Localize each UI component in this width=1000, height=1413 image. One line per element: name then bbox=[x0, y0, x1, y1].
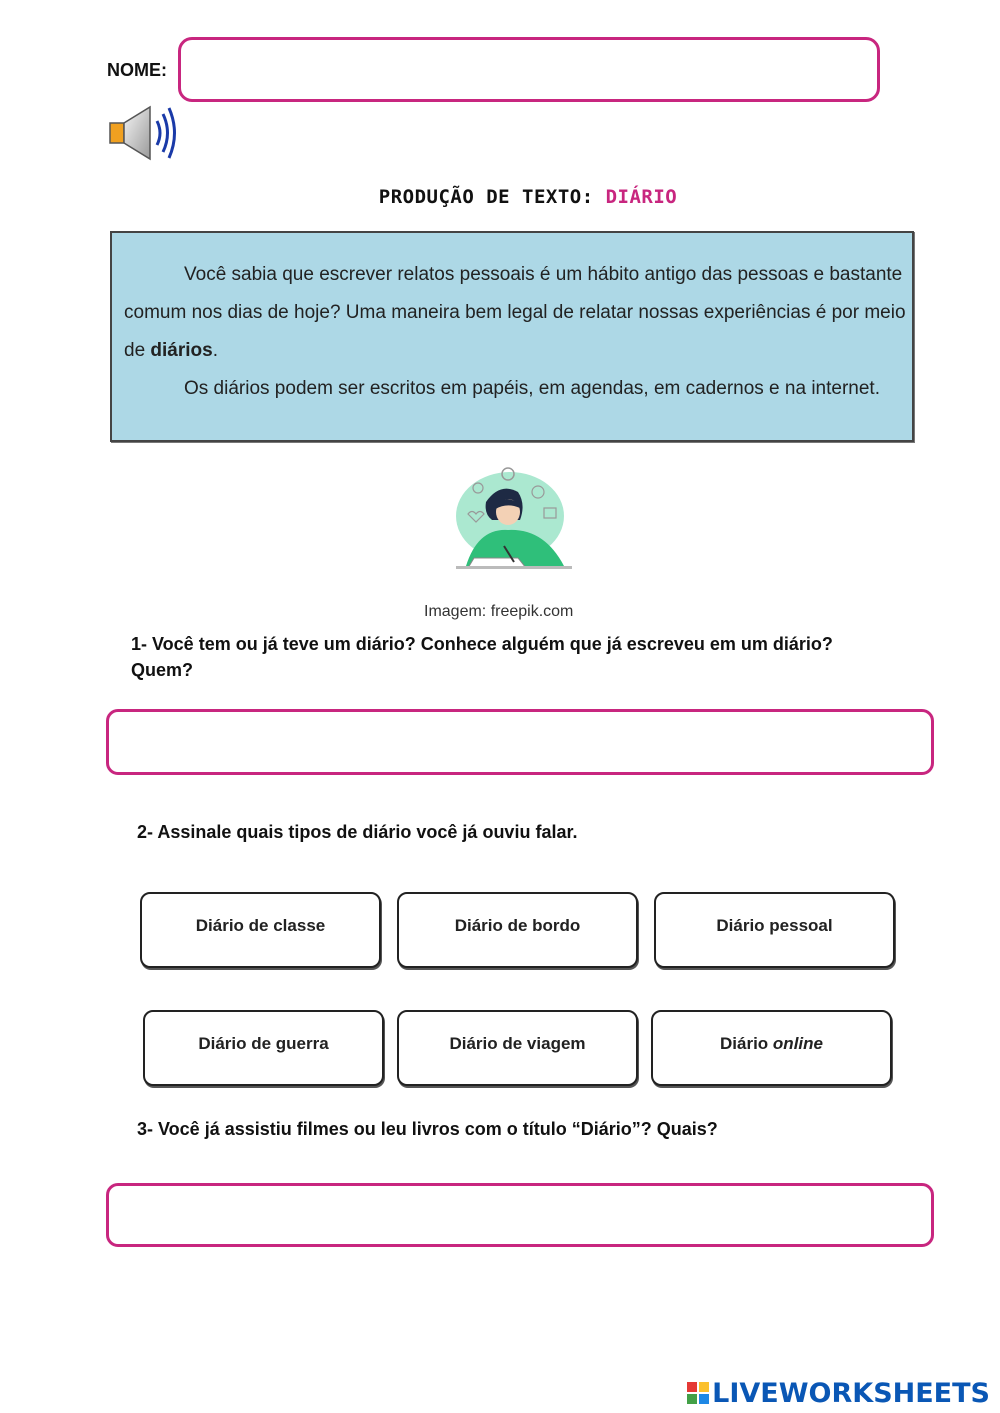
intro-line-4: Os diários podem ser escritos em papéis, em agendas, em cadernos e na internet. bbox=[184, 378, 880, 399]
question-1-line-2: Quem? bbox=[131, 660, 194, 680]
intro-line-3 bbox=[124, 340, 218, 362]
image-credit: Imagem: freepik.com bbox=[424, 603, 574, 620]
option-diario-de-guerra[interactable]: Diário de guerra bbox=[143, 1010, 384, 1086]
question-1-line-1: 1- Você tem ou já teve um diário? Conhece alguém que já escreveu em um diário? bbox=[131, 634, 833, 654]
title-prefix: PRODUÇÃO DE TEXTO: bbox=[378, 186, 606, 208]
page-title bbox=[0, 186, 1000, 208]
intro-line-3-start: de bbox=[124, 340, 151, 361]
question-3: 3- Você já assistiu filmes ou leu livros com o título “Diário”? Quais? bbox=[137, 1119, 718, 1139]
liveworksheets-brand: LIVEWORKSHEETS bbox=[712, 1377, 990, 1409]
intro-box bbox=[110, 231, 914, 442]
girl-writing-diary-illustration bbox=[448, 462, 578, 574]
intro-line-1: Você sabia que escrever relatos pessoais é um hábito antigo das pessoas e bastante bbox=[184, 264, 903, 285]
option-diario-online[interactable] bbox=[651, 1010, 892, 1086]
question-2: 2- Assinale quais tipos de diário você já ouviu falar. bbox=[137, 822, 578, 842]
speaker-icon[interactable] bbox=[106, 101, 178, 165]
title-accent: DIÁRIO bbox=[605, 186, 678, 208]
answer-1-input[interactable] bbox=[106, 709, 934, 775]
liveworksheets-icon bbox=[687, 1382, 709, 1404]
name-input[interactable] bbox=[178, 37, 880, 102]
intro-line-2: comum nos dias de hoje? Uma maneira bem legal de relatar nossas experiências é por meio bbox=[124, 302, 906, 323]
option-6-prefix: Diário bbox=[720, 1034, 773, 1053]
intro-line-3-end: . bbox=[212, 340, 219, 361]
option-diario-pessoal[interactable]: Diário pessoal bbox=[654, 892, 895, 968]
option-diario-de-classe[interactable]: Diário de classe bbox=[140, 892, 381, 968]
option-6-italic: online bbox=[772, 1034, 823, 1053]
answer-3-input[interactable] bbox=[106, 1183, 934, 1247]
intro-line-3-bold: diários bbox=[150, 340, 213, 361]
name-label: NOME: bbox=[107, 60, 167, 80]
option-diario-de-viagem[interactable]: Diário de viagem bbox=[397, 1010, 638, 1086]
option-diario-de-bordo[interactable]: Diário de bordo bbox=[397, 892, 638, 968]
liveworksheets-logo bbox=[687, 1376, 990, 1410]
